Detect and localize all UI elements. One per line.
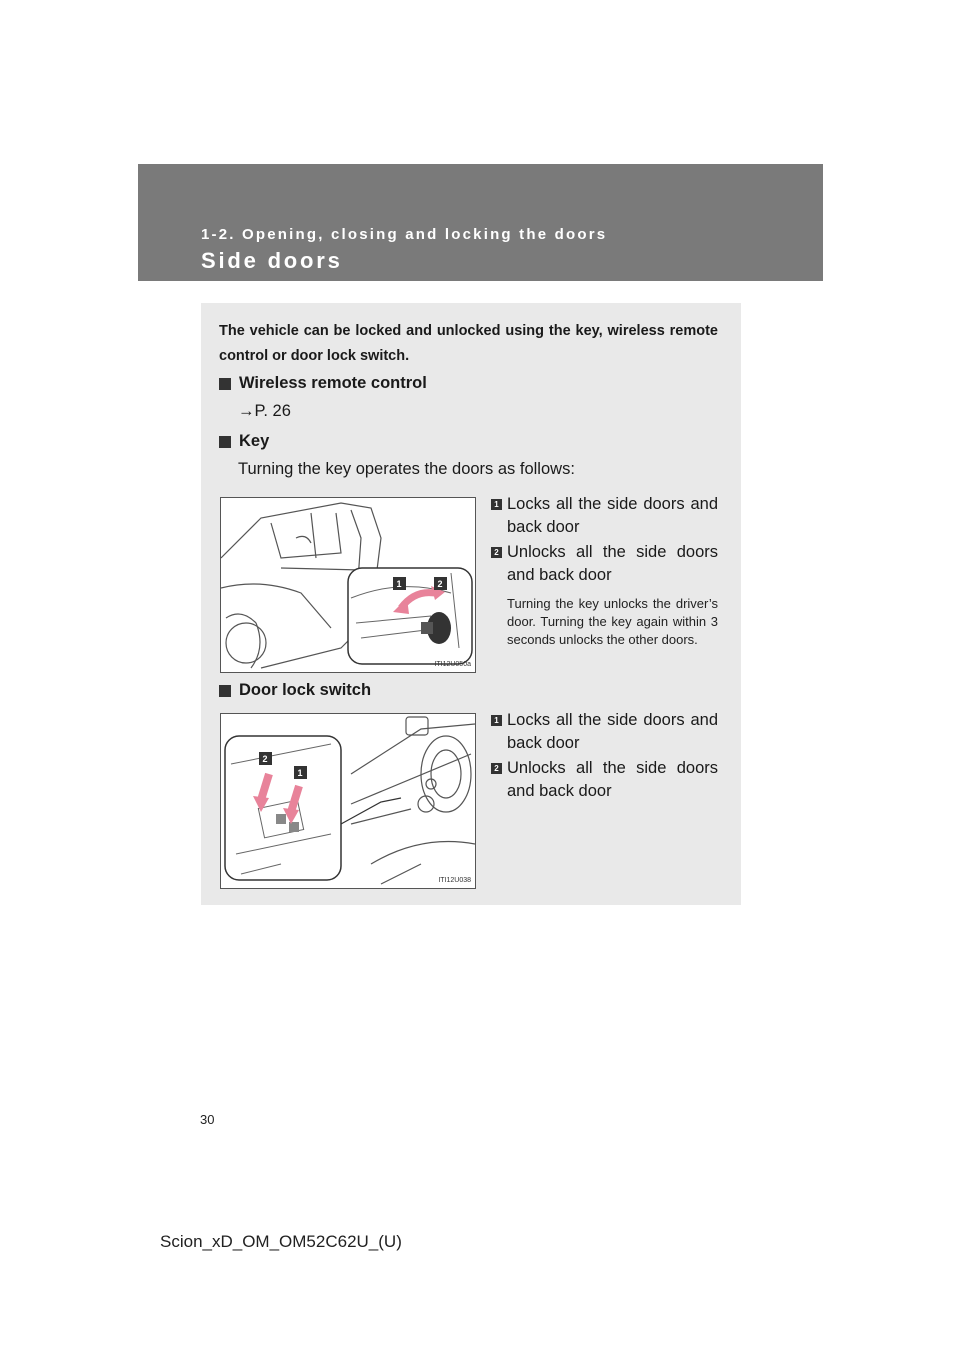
page-number: 30 bbox=[200, 1112, 215, 1127]
switch-step-2-text: Unlocks all the side doors and back door bbox=[507, 759, 718, 800]
callout-1: 1 bbox=[297, 768, 303, 778]
switch-heading-text: Door lock switch bbox=[239, 681, 372, 699]
footer-code: Scion_xD_OM_OM52C62U_(U) bbox=[160, 1232, 402, 1251]
switch-heading bbox=[219, 681, 371, 700]
switch-step-1 bbox=[491, 709, 718, 755]
switch-step-1-text: Locks all the side doors and back door bbox=[507, 711, 718, 752]
wireless-page-ref[interactable]: →P. 26 bbox=[238, 402, 291, 420]
switch-step-2 bbox=[491, 757, 718, 803]
step-number-2: 2 bbox=[491, 547, 502, 558]
key-step-2-text: Unlocks all the side doors and back door bbox=[507, 543, 718, 584]
key-heading-text: Key bbox=[239, 432, 270, 450]
content-panel bbox=[201, 303, 741, 905]
wireless-heading-text: Wireless remote control bbox=[239, 374, 427, 392]
key-note: Turning the key unlocks the driver’s door. Turning the key again within 3 seconds unlocks the other doors. bbox=[507, 596, 718, 647]
section-label: 1-2. Opening, closing and locking the doors bbox=[201, 226, 608, 243]
key-step-1 bbox=[491, 493, 718, 539]
intro-text: The vehicle can be locked and unlocked using the key, wireless remote control or door lock switch. bbox=[219, 323, 718, 364]
key-description: Turning the key operates the doors as follows: bbox=[238, 460, 575, 478]
switch-illustration bbox=[220, 713, 476, 889]
square-bullet-icon bbox=[219, 378, 231, 390]
key-step-1-text: Locks all the side doors and back door bbox=[507, 495, 718, 536]
car-door-key-drawing bbox=[221, 498, 475, 672]
key-step-2 bbox=[491, 541, 718, 587]
key-image-code: ITI12U050a bbox=[434, 661, 471, 668]
callout-2: 2 bbox=[437, 579, 443, 589]
callout-1: 1 bbox=[396, 579, 402, 589]
step-number-2: 2 bbox=[491, 763, 502, 774]
switch-image-code: ITI12U038 bbox=[438, 877, 471, 884]
key-illustration bbox=[220, 497, 476, 673]
step-number-1: 1 bbox=[491, 499, 502, 510]
wireless-heading bbox=[219, 374, 427, 393]
callout-2: 2 bbox=[262, 754, 268, 764]
square-bullet-icon bbox=[219, 436, 231, 448]
door-lock-switch-drawing bbox=[221, 714, 475, 888]
step-number-1: 1 bbox=[491, 715, 502, 726]
square-bullet-icon bbox=[219, 685, 231, 697]
key-heading bbox=[219, 432, 269, 451]
page-title: Side doors bbox=[201, 248, 343, 273]
chapter-header bbox=[138, 164, 823, 281]
